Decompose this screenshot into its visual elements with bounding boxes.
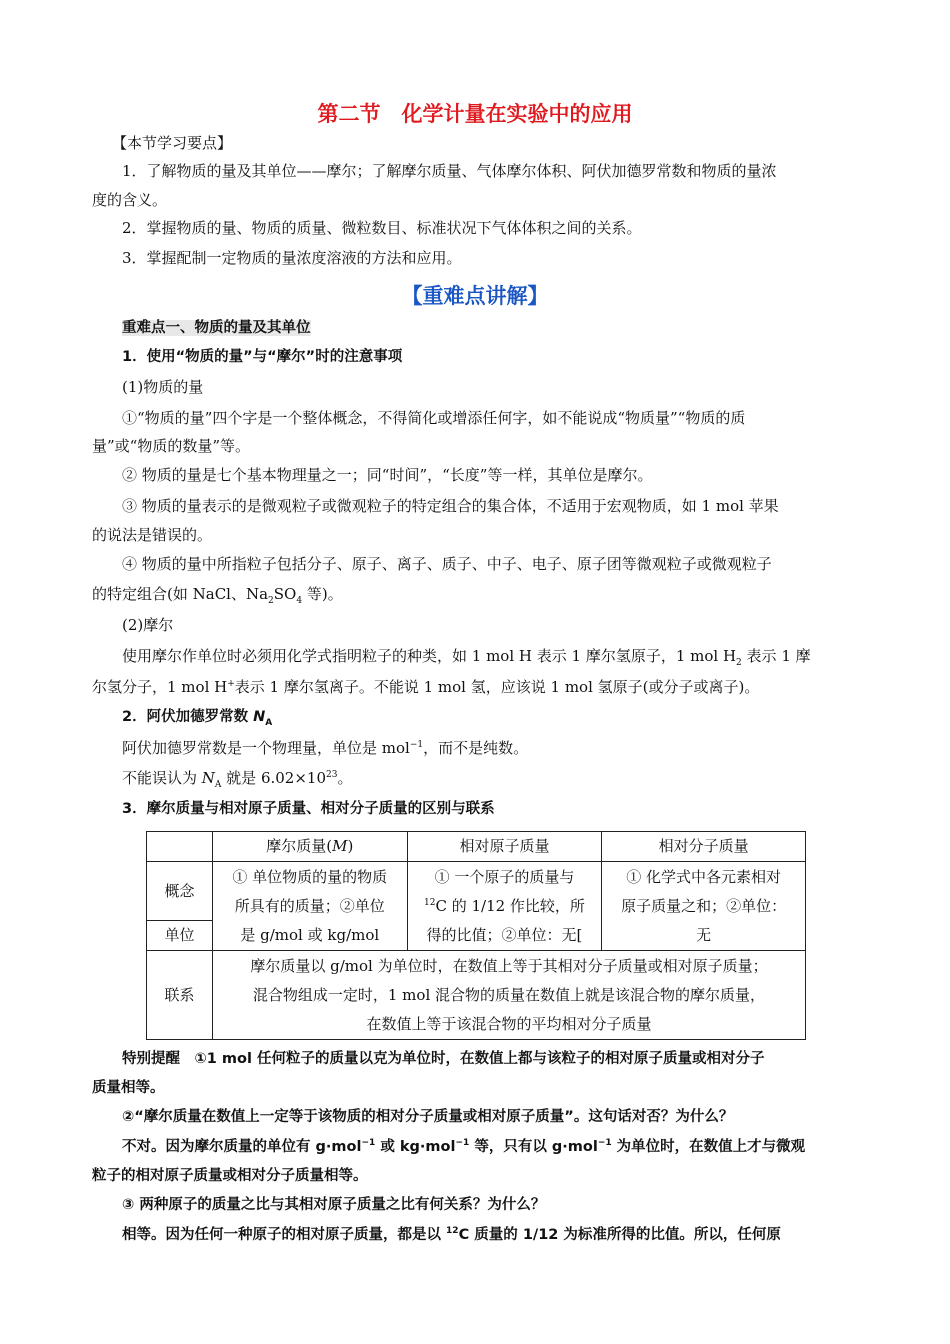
- cell-link: 摩尔质量以 g/mol 为单位时，在数值上等于其相对分子质量或相对原子质量； 混合物组成一定时，1 mol 混合物的质量在数值上就是该混合物的摩尔质量， 在数值上等于该混合物的平均相对分子质量: [212, 951, 805, 1040]
- point1-sub3: 3．摩尔质量与相对原子质量、相对分子质量的区别与联系: [122, 801, 495, 817]
- note-2: ② 物质的量是七个基本物理量之一；同“时间”，“长度”等一样，其单位是摩尔。: [122, 466, 653, 484]
- tip-2: ②“摩尔质量在数值上一定等于该物质的相对分子质量或相对原子质量”。这句话对否？为什么？: [122, 1109, 734, 1125]
- point1-p2: (2)摩尔: [122, 616, 174, 634]
- objective-1-cont: 度的含义。: [92, 191, 168, 209]
- mole-text: 使用摩尔作单位时必须用化学式指明粒子的种类，如 1 mol H 表示 1 摩尔氢原子，1 mol $H_2$ 表示 1 摩: [122, 647, 811, 668]
- table-row: [147, 862, 806, 921]
- note-4-cont: 的特定组合(如 NaCl、$Na_2SO_4$ 等)。: [92, 585, 343, 606]
- tip-1-cont: 质量相等。: [92, 1080, 165, 1096]
- objective-1: 1．了解物质的量及其单位——摩尔；了解摩尔质量、气体摩尔体积、阿伏加德罗常数和物质的量浓: [122, 162, 777, 180]
- table-row: [147, 951, 806, 1040]
- point1-p1: (1)物质的量: [122, 378, 204, 396]
- cell-relative-molecular-mass: ① 化学式中各元素相对 原子质量之和；②单位： 无: [602, 862, 806, 951]
- mole-text-cont: 尔氢分子，1 mol H+表示 1 摩尔氢离子。不能说 1 mol 氢，应该说 1 mol 氢原子(或分子或离子)。: [92, 678, 760, 696]
- point1-heading-text: 重难点一、物质的量及其单位: [122, 320, 311, 336]
- table-header-row: [147, 832, 806, 862]
- note-1: ①“物质的量”四个字是一个整体概念，不得简化或增添任何字，如不能说成“物质量”“物质的质: [122, 409, 746, 427]
- header-relative-atomic-mass: 相对原子质量: [407, 832, 602, 862]
- cell-relative-atomic-mass: ① 一个原子的质量与 $^{12}$C 的 1/12 作比较，所 得的比值；②单位：无[: [407, 862, 602, 951]
- comparison-table: [146, 831, 806, 1040]
- point1-heading: [122, 318, 862, 338]
- section-title: 【重难点讲解】: [401, 284, 549, 308]
- row-label-unit: 单位: [147, 921, 213, 951]
- tip-5: 相等。因为任何一种原子的相对原子质量，都是以 $^{12}$C 质量的 1/12 为标准所得的比值。所以，任何原: [122, 1226, 781, 1243]
- tip-4: ③ 两种原子的质量之比与其相对原子质量之比有何关系？为什么？: [122, 1197, 546, 1213]
- header-relative-molecular-mass: 相对分子质量: [602, 832, 806, 862]
- row-label-link: 联系: [147, 951, 213, 1040]
- row-label-concept: 概念: [147, 862, 213, 921]
- point1-sub1: 1．使用“物质的量”与“摩尔”时的注意事项: [122, 349, 403, 365]
- avogadro-text-2: 不能误认为 $N_A$ 就是 $6.02\times 10^{23}$。: [122, 769, 353, 790]
- avogadro-text-1: 阿伏加德罗常数是一个物理量，单位是 mol$^{-1}$，而不是纯数。: [122, 739, 529, 757]
- tip-3-cont: 粒子的相对原子质量或相对分子质量相等。: [92, 1168, 368, 1184]
- note-3: ③ 物质的量表示的是微观粒子或微观粒子的特定组合的集合体，不适用于宏观物质，如 1 mol 苹果: [122, 497, 779, 515]
- note-4: ④ 物质的量中所指粒子包括分子、原子、离子、质子、中子、电子、原子团等微观粒子或微观粒子: [122, 555, 772, 573]
- page-title: 第二节 化学计量在实验中的应用: [317, 102, 633, 126]
- header-molar-mass: 摩尔质量(M): [212, 832, 407, 862]
- tip-1: 特别提醒 ①1 mol 任何粒子的质量以克为单位时，在数值上都与该粒子的相对原子质量或相对分子: [122, 1051, 765, 1067]
- point1-sub2: 2．阿伏加德罗常数 $N_A$: [122, 709, 273, 728]
- cell-molar-mass: ① 单位物质的量的物质 所具有的质量；②单位 是 g/mol 或 kg/mol: [212, 862, 407, 951]
- objectives-heading: 【本节学习要点】: [112, 134, 233, 152]
- note-3-cont: 的说法是错误的。: [92, 526, 213, 544]
- objective-3: 3．掌握配制一定物质的量浓度溶液的方法和应用。: [122, 249, 462, 267]
- objective-2: 2．掌握物质的量、物质的质量、微粒数目、标准状况下气体体积之间的关系。: [122, 219, 642, 237]
- note-1-cont: 量”或“物质的数量”等。: [92, 437, 251, 455]
- tip-3: 不对。因为摩尔质量的单位有 g·mol$^{-1}$ 或 kg·mol$^{-1}$ 等，只有以 g·mol$^{-1}$ 为单位时，在数值上才与微观: [122, 1138, 806, 1155]
- table-corner: [147, 832, 213, 862]
